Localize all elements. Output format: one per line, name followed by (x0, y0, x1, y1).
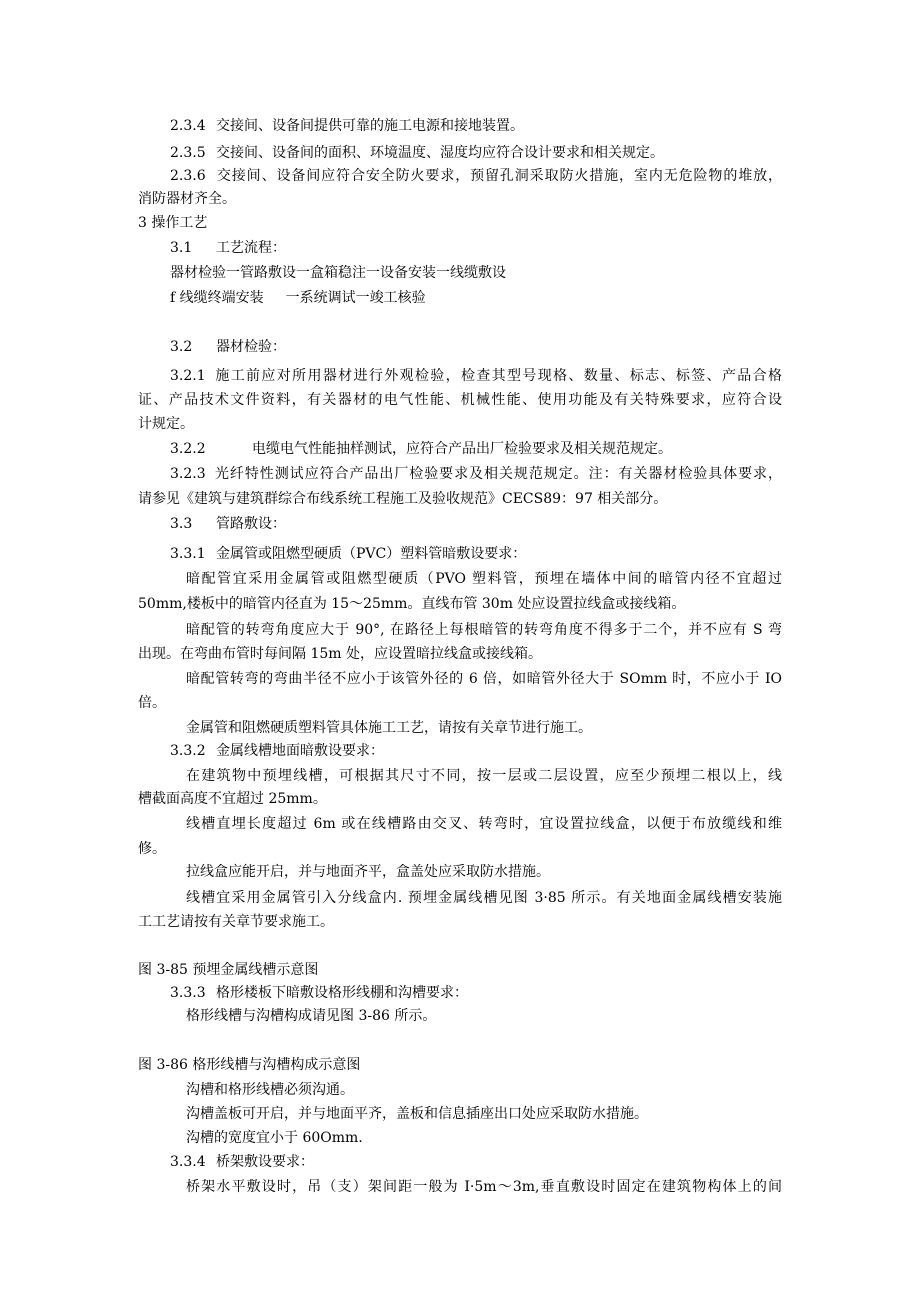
paragraph-grid-2: 沟槽和格形线槽必须沟通。 (186, 1082, 354, 1098)
paragraph-trunk-4: 线槽宜采用金属管引入分线盒内. 预埋金属线槽见图 3·85 所示。有关地面金属线槽安装施 (186, 890, 782, 906)
clause-3-3-4 (170, 1152, 314, 1172)
paragraph-pipe-1: 暗配管宜采用金属管或阻燃型硬质（PVO 塑料管，预埋在墙体中间的暗管内径不宜超过 (186, 571, 782, 587)
paragraph-tray-1: 桥架水平敷设时，吊（支）架间距一般为 I·5m〜3m,垂直敷设时固定在建筑物构体上的间 (186, 1179, 782, 1195)
clause-number: 3.3 (170, 516, 193, 532)
clause-2-3-6 (138, 166, 782, 186)
clause-text: 管路敷设： (216, 516, 286, 532)
clause-number: 2.3.5 (170, 145, 206, 161)
paragraph-pipe-4: 金属管和阻燃硬质塑料管具体施工工艺，请按有关章节进行施工。 (186, 720, 592, 736)
process-flow-line-1: 器材检验一管路敷设一盒箱稳注一设备安装一线缆敷设 (170, 265, 506, 281)
clause-3-3-3 (170, 983, 468, 1003)
clause-3-2-3 (138, 464, 782, 484)
clause-text: 交接间、设备间的面积、环境温度、湿度均应符合设计要求和相关规定。 (216, 145, 664, 161)
paragraph-trunk-1: 在建筑物中预埋线槽，可根据其尺寸不同，按一层或二层设置，应至少预埋二根以上，线 (186, 768, 782, 784)
clause-text: 交接间、设备间提供可靠的施工电源和接地装置。 (216, 118, 524, 134)
paragraph-trunk-3: 拉线盒应能开启，并与地面齐平，盒盖处应采取防水措施。 (186, 864, 550, 880)
paragraph-pipe-2-cont: 出现。在弯曲布管时每间隔 15m 处，应设置暗拉线盒或接线箱。 (138, 646, 542, 662)
clause-3-2-1 (138, 366, 782, 386)
paragraph-trunk-1-cont: 槽截面高度不宜超过 25mm。 (138, 791, 327, 807)
clause-3-3 (170, 514, 286, 534)
clause-text: 金属线槽地面暗敷设要求： (216, 743, 384, 759)
paragraph-pipe-2: 暗配管的转弯角度应大于 90°, 在路径上每根暗管的转弯角度不得多于二个，并不应有 S 弯 (186, 622, 782, 638)
clause-number: 3.3.3 (170, 985, 206, 1001)
clause-text: 格形楼板下暗敷设格形线棚和沟槽要求： (216, 985, 468, 1001)
figure-caption-3-85: 图 3-85 预埋金属线槽示意图 (138, 962, 319, 978)
clause-number: 3.3.4 (170, 1154, 206, 1170)
clause-3-1 (170, 238, 286, 258)
clause-2-3-5 (170, 143, 664, 163)
clause-3-2-3-cont: 请参见《建筑与建筑群综合布线系统工程施工及验收规范》CECS89：97 相关部分。 (138, 491, 668, 507)
flow-step-testing: 一系统调试一竣工核验 (285, 290, 426, 306)
paragraph-grid-3: 沟槽盖板可开启，并与地面平齐，盖板和信息插座出口处应采取防水措施。 (186, 1106, 648, 1122)
clause-number: 3.2 (170, 339, 193, 355)
process-flow-line-2 (170, 288, 426, 308)
clause-text: 桥架敷设要求： (216, 1154, 314, 1170)
paragraph-pipe-1-cont: 50mm,楼板中的暗管内径直为 15〜25mm。直线布管 30m 处应设置拉线盒或接线箱。 (138, 596, 686, 612)
figure-caption-3-86: 图 3-86 格形线槽与沟槽构成示意图 (138, 1057, 361, 1073)
clause-3-2-1-cont: 证、产品技术文件资料，有关器材的电气性能、机械性能、使用功能及有关特殊要求，应符合设 (138, 392, 782, 408)
clause-number: 3.1 (170, 240, 193, 256)
clause-3-2-1-end: 计规定。 (138, 416, 194, 432)
clause-number: 3.3.2 (170, 743, 206, 759)
flow-step-termination: f 线缆终端安装 (170, 290, 264, 306)
clause-text: 光纤特性测试应符合产品出厂检验要求及相关规范规定。注：有关器材检验具体要求， (214, 466, 782, 482)
clause-number: 2.3.4 (170, 118, 206, 134)
clause-text: 器材检验： (216, 339, 286, 355)
clause-text: 施工前应对所用器材进行外观检验，检查其型号现格、数量、标志、标签、产品合格 (214, 368, 782, 384)
clause-number: 3.2.2 (170, 441, 206, 457)
clause-3-2 (170, 337, 286, 357)
clause-text: 工艺流程： (216, 240, 286, 256)
clause-text: 金属管或阻燃型硬质（PVC）塑料管暗敷设要求： (216, 546, 527, 562)
clause-3-3-1 (170, 544, 526, 564)
clause-number: 2.3.6 (170, 168, 206, 184)
clause-number: 3.3.1 (170, 546, 206, 562)
clause-3-2-2 (170, 439, 672, 459)
paragraph-pipe-3: 暗配管转弯的弯曲半径不应小于该管外径的 6 倍，如暗管外径大于 SOmm 时，不应小于 IO (186, 671, 782, 687)
paragraph-trunk-2-cont: 修。 (138, 841, 166, 857)
clause-text: 电缆电气性能抽样测试，应符合产品出厂检验要求及相关规范规定。 (252, 441, 672, 457)
clause-text: 交接间、设备间应符合安全防火要求，预留孔洞采取防火措施，室内无危险物的堆放， (216, 168, 782, 184)
paragraph-grid-4: 沟槽的宽度宜小于 60Omm. (186, 1130, 363, 1146)
paragraph-trunk-4-cont: 工工艺请按有关章节要求施工。 (138, 914, 334, 930)
paragraph-grid-1: 格形线槽与沟槽构成请见图 3-86 所示。 (186, 1008, 437, 1024)
clause-2-3-6-cont: 消防器材齐全。 (138, 191, 236, 207)
section-heading-3: 3 操作工艺 (138, 215, 208, 231)
paragraph-pipe-3-cont: 倍。 (138, 695, 166, 711)
paragraph-trunk-2: 线槽直埋长度超过 6m 或在线槽路由交叉、转弯时，宜设置拉线盒，以便于布放缆线和维 (186, 816, 782, 832)
clause-number: 3.2.3 (170, 466, 206, 482)
clause-number: 3.2.1 (170, 368, 206, 384)
clause-2-3-4 (170, 116, 524, 136)
clause-3-3-2 (170, 741, 384, 761)
